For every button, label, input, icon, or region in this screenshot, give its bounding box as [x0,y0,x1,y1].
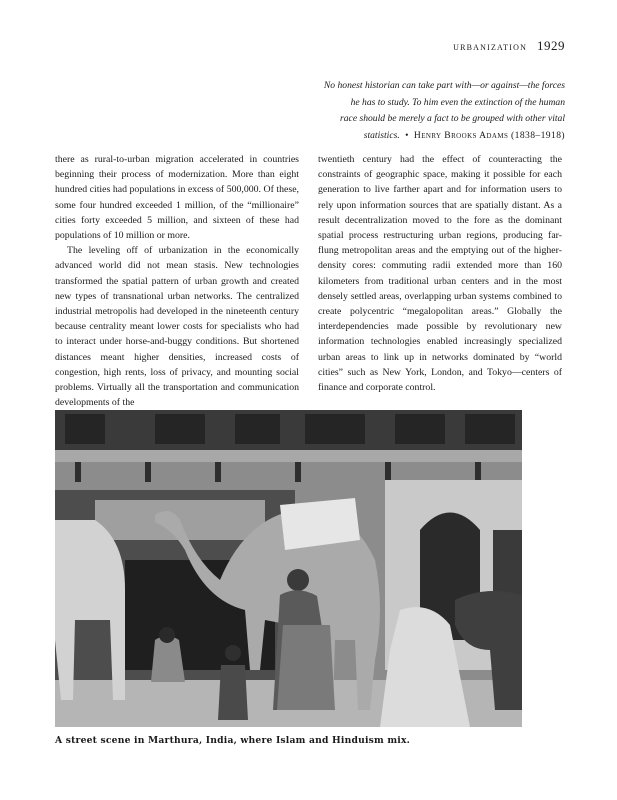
running-head-section: urbanization [453,39,528,53]
street-scene-photo [55,410,522,727]
epigraph-last-line [265,128,565,145]
epigraph-line: race should be merely a fact to be grouped with other vital [340,113,565,124]
bullet-icon: • [405,129,409,141]
paragraph: The leveling off of urbanization in the economically advanced world did not mean stasis. New technologies transformed the spatial pattern of urban growth and created new types of transnational urban networks. The centralized industrial metropolis had developed in the nineteenth century because centrality meant lower costs for specialists who had to interact under horse-and-buggy conditions. But shortened distances meant higher densities, increased costs of congestion, high rents, loss of privacy, and mounting social problems. Virtually all the transportation and communication developments of the [55,245,299,409]
epigraph-line: he has to study. To him even the extinction of the human [350,96,565,108]
epigraph-line: No honest historian can take part with—or against—the forces [323,80,565,91]
page-number: 1929 [537,38,565,53]
body-column-left [55,152,299,410]
figure-caption: A street scene in Marthura, India, where Islam and Hinduism mix. [55,735,411,746]
running-head [453,38,565,54]
epigraph-line: statistics. [363,129,400,141]
epigraph-attribution: Henry Brooks Adams (1838–1918) [413,129,565,141]
body-column-right [318,152,562,395]
paragraph: there as rural-to-urban migration accelerated in countries beginning their process of modernization. More than eight hundred cities had populations in excess of 500,000. Of these, some four hundred exceeded 1 million, of the “millionaire” cities forty exceeded 5 million, and sixteen of these had populations of 10 million or more. [55,154,299,242]
street-scene-illustration [55,410,522,727]
paragraph: twentieth century had the effect of counteracting the constraints of geographic space, making it possible for each generation to live farther apart and for information users to rely upon information sources that are spatially distant. As a result decentralization moved to the fore as the dominant spatial process restructuring urban regions, producing far-flung metropolitan areas and the emptying out of the higher-density cores: commuting radii extended more than 160 kilometers from traditional urban centers and in the most densely settled areas, overlapping urban systems combined to create polycentric “megalopolitan areas.” Globally the interdependencies made possible by revolutionary new information technologies enabled increasingly specialized urban areas to link up in networks dominated by “world cities” such as New York, London, and Tokyo—centers of finance and corporate control. [318,154,562,394]
epigraph [265,78,565,144]
